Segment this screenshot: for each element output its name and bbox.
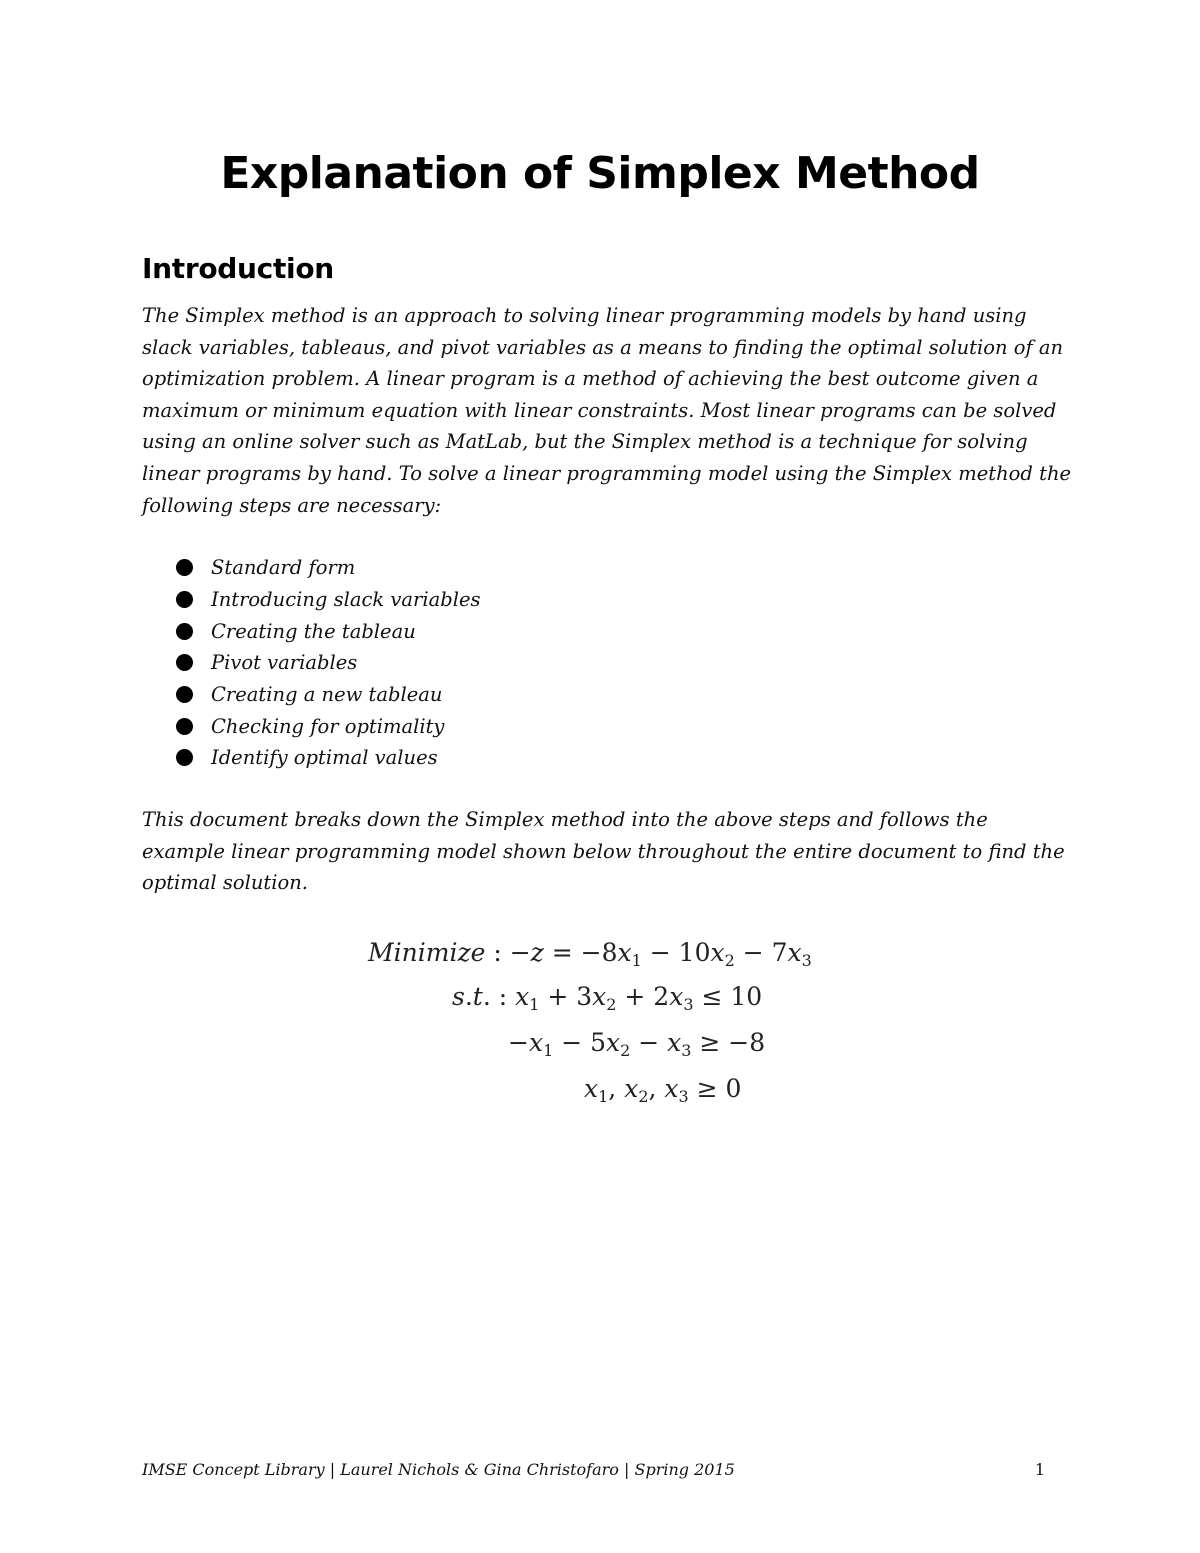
bullet-icon (176, 686, 193, 703)
bullet-icon (176, 654, 193, 671)
list-item (176, 742, 481, 774)
step-label: Introducing slack variables (211, 588, 481, 612)
step-label: Creating a new tableau (211, 683, 443, 707)
bullet-icon (176, 718, 193, 735)
footer-text: IMSE Concept Library | Laurel Nichols & Gina Christofaro | Spring 2015 (142, 1460, 735, 1479)
bullet-icon (176, 559, 193, 576)
formula-constraint-1: s.t. : $x_1 + 3x_2 + 2x_3 \le 10$ (452, 982, 763, 1014)
page-number: 1 (1034, 1460, 1045, 1479)
formula-objective: Minimize : $-z = -8x_1 - 10x_2 - 7x_3$ (368, 938, 812, 970)
list-item (176, 584, 481, 616)
page-title: Explanation of Simplex Method (220, 148, 980, 199)
step-label: Pivot variables (211, 651, 358, 675)
list-item (176, 647, 481, 679)
intro-paragraph: The Simplex method is an approach to solving linear programming models by hand using slack variables, tableaus, and pivot variables as a means to finding the optimal solution of an optimization problem. A linear program is a method of achieving the best outcome given a maximum or minimum equation with linear constraints. Most linear programs can be solved using an online solver such as MatLab, but the Simplex method is a technique for solving linear programs by hand. To solve a linear programming model using the Simplex method the following steps are necessary: (142, 304, 1072, 517)
bullet-icon (176, 591, 193, 608)
bullet-icon (176, 749, 193, 766)
list-item (176, 552, 481, 584)
formula-constraint-2: $-x_1 - 5x_2 - x_3 \ge -8$ (508, 1028, 766, 1060)
step-label: Identify optimal values (211, 746, 438, 770)
list-item (176, 710, 481, 742)
list-item (176, 679, 481, 711)
step-label: Standard form (211, 556, 356, 580)
steps-list (176, 552, 481, 774)
formula-constraint-3: $x_1$, $x_2$, $x_3 \ge 0$ (584, 1074, 742, 1106)
section-heading-introduction: Introduction (142, 252, 334, 285)
list-item (176, 615, 481, 647)
closing-paragraph: This document breaks down the Simplex method into the above steps and follows the example linear programming model shown below throughout the entire document to find the optimal solution. (142, 808, 1065, 895)
step-label: Creating the tableau (211, 619, 416, 643)
bullet-icon (176, 623, 193, 640)
step-label: Checking for optimality (211, 714, 445, 738)
